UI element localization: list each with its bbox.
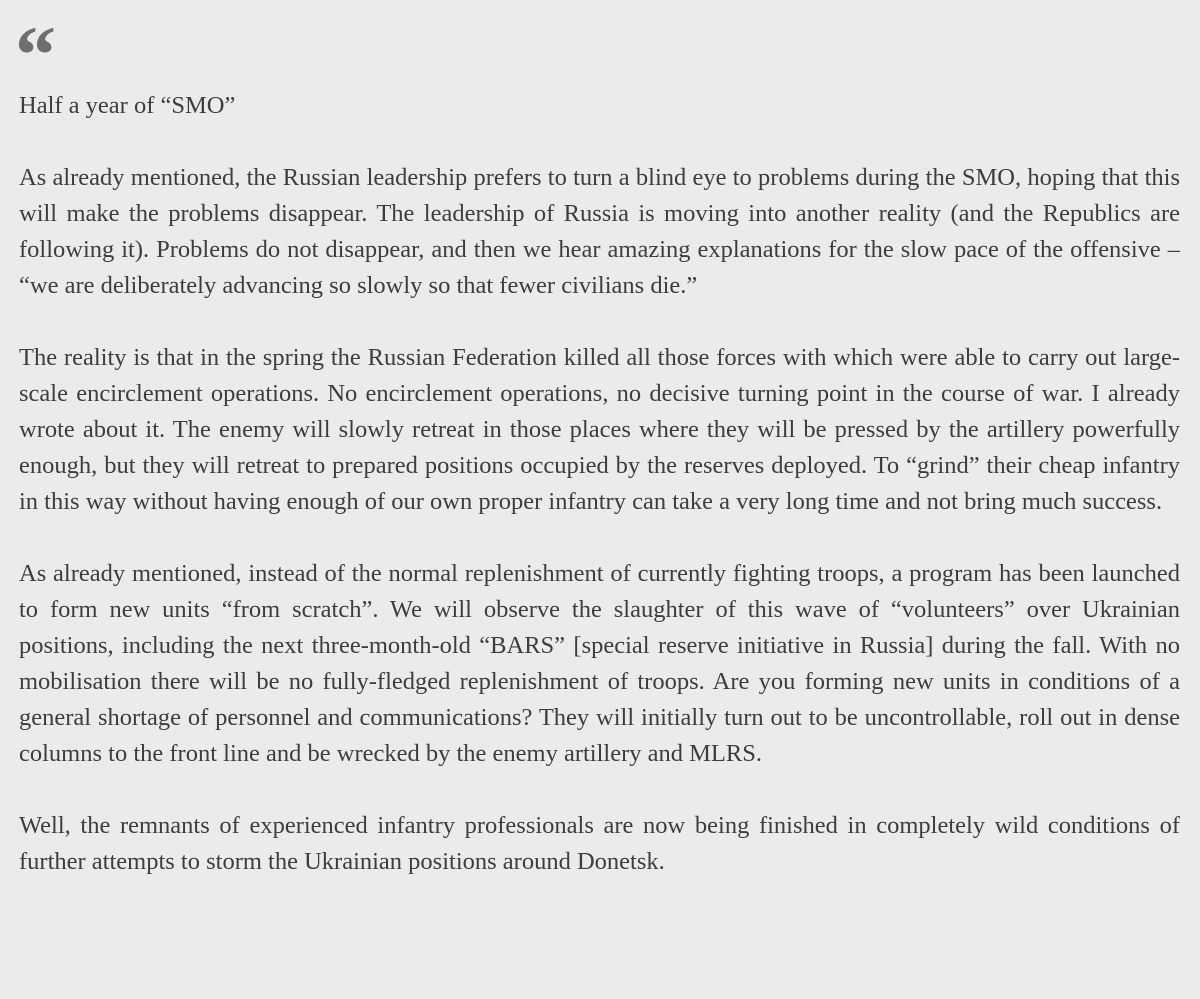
quote-open-icon: “ (15, 14, 52, 66)
quote-paragraph-1: As already mentioned, the Russian leadership prefers to turn a blind eye to problems during the SMO, hoping that this will make the problems disappear. The leadership of Russia is moving into another reality (and the Republics are following it). Problems do not disappear, and then we hear amazing explanations for the slow pace of the offensive – “we are deliberately advancing so slowly so that fewer civilians die.” (19, 164, 1180, 299)
quote-paragraph-2: The reality is that in the spring the Russian Federation killed all those forces with which were able to carry out large-scale encirclement operations. No encirclement operations, no decisive turning point in the course of war. I already wrote about it. The enemy will slowly retreat in those places where they will be pressed by the artillery powerfully enough, but they will retreat to prepared positions occupied by the reserves deployed. To “grind” their cheap infantry in this way without having enough of our own proper infantry can take a very long time and not bring much success. (19, 344, 1180, 515)
quote-title: Half a year of “SMO” (19, 92, 236, 119)
quote-paragraph-4: Well, the remnants of experienced infantry professionals are now being finished in completely wild conditions of further attempts to storm the Ukrainian positions around Donetsk. (19, 812, 1180, 875)
quote-paragraph-3: As already mentioned, instead of the normal replenishment of currently fighting troops, a program has been launched to form new units “from scratch”. We will observe the slaughter of this wave of “volunteers” over Ukrainian positions, including the next three-month-old “BARS” [special reserve initiative in Russia] during the fall. With no mobilisation there will be no fully-fledged replenishment of troops. Are you forming new units in conditions of a general shortage of personnel and communications? They will initially turn out to be uncontrollable, roll out in dense columns to the front line and be wrecked by the enemy artillery and MLRS. (19, 560, 1180, 767)
